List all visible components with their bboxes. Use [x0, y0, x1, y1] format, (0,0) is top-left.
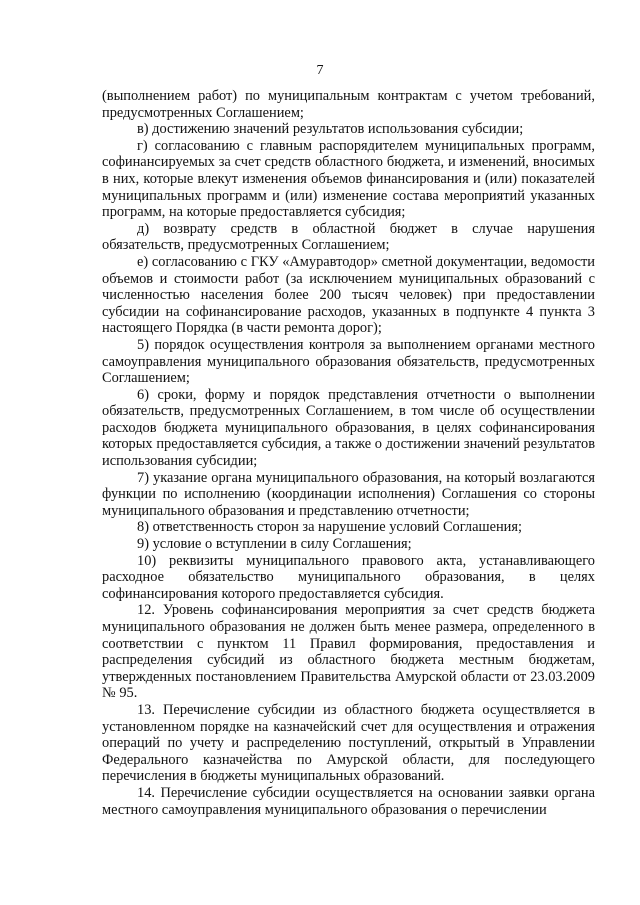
paragraph: 10) реквизиты муниципального правового акта, устанавливающего расходное обязательство муниципального образования, в целях софинансирования которого предоставляется субсидия.: [102, 552, 595, 602]
document-body: [102, 88, 595, 818]
paragraph: 12. Уровень софинансирования мероприятия за счет средств бюджета муниципального образования не должен быть менее размера, определенного в соответствии с пунктом 11 Правил формирования, предоставления и распределения субсидий из областного бюджета местным бюджетам, утвержденных постановлением Правительства Амурской области от 23.03.2009 № 95.: [102, 602, 595, 702]
paragraph: в) достижению значений результатов использования субсидии;: [137, 121, 524, 138]
paragraph: 5) порядок осуществления контроля за выполнением органами местного самоуправления муниципального образования обязательств, предусмотренных Соглашением;: [102, 336, 595, 387]
paragraph: д) возврату средств в областной бюджет в случае нарушения обязательств, предусмотренных Соглашением;: [102, 220, 595, 254]
paragraph: 14. Перечисление субсидии осуществляется на основании заявки органа местного самоуправления муниципального образования о перечислении: [102, 784, 595, 818]
paragraph: е) согласованию с ГКУ «Амуравтодор» сметной документации, ведомости объемов и стоимости работ (за исключением муниципальных образований с численностью населения более 200 тысяч человек) при предоставлении субсидии на софинансирование расходов, указанных в подпункте 4 пункта 3 настоящего Порядка (в части ремонта дорог);: [102, 253, 595, 337]
paragraph: 6) сроки, форму и порядок представления отчетности о выполнении обязательств, предусмотренных Соглашением, в том числе об осуществлении расходов бюджета муниципального образования, в целях софинансирования которых предоставляется субсидия, а также о достижении значений результатов использования субсидии;: [102, 386, 595, 470]
paragraph: 7) указание органа муниципального образования, на который возлагаются функции по исполнению (координации исполнения) Соглашения со стороны муниципального образования и представлению отчетности;: [102, 469, 595, 519]
paragraph: г) согласованию с главным распорядителем муниципальных программ, софинансируемых за счет средств областного бюджета, и изменений, вносимых в них, которые влекут изменения объемов финансирования и (или) показателей муниципальных программ и (или) изменение состава мероприятий указанных программ, на которые предоставляется субсидия;: [102, 137, 595, 221]
paragraph: 8) ответственность сторон за нарушение условий Соглашения;: [137, 519, 522, 536]
paragraph: 13. Перечисление субсидии из областного бюджета осуществляется в установленном порядке на казначейский счет для осуществления и отражения операций по учету и распределению поступлений, открытый в Управлении Федерального казначейства по Амурской области, для последующего перечисления в бюджеты муниципальных образований.: [102, 701, 595, 785]
paragraph: 9) условие о вступлении в силу Соглашения;: [137, 536, 412, 553]
paragraph: (выполнением работ) по муниципальным контрактам с учетом требований, предусмотренных Соглашением;: [102, 88, 595, 121]
page-number: 7: [316, 63, 324, 78]
